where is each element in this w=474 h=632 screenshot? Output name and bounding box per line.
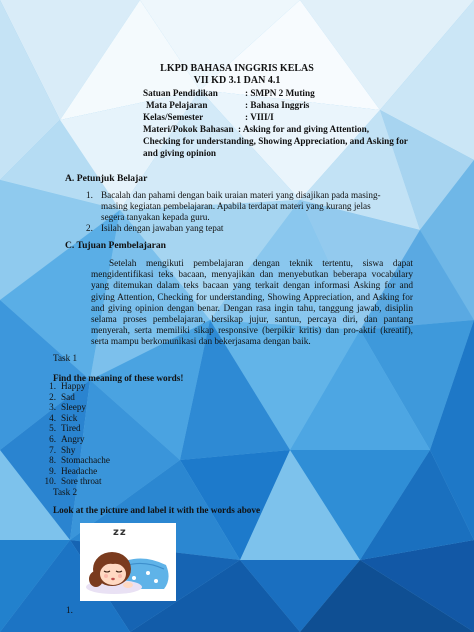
info-value-class: : VIII/I bbox=[245, 112, 274, 122]
sleepy-girl-picture bbox=[80, 523, 176, 601]
instruction-2-line-1: Isilah dengan jawaban yang tepat bbox=[101, 223, 224, 233]
instruction-1-line-3: segera tanyakan kepada guru. bbox=[101, 212, 210, 222]
info-label-class: Kelas/Semester bbox=[143, 112, 204, 122]
info-label-school: Satuan Pendidikan bbox=[143, 88, 218, 98]
instruction-1-line-2: masing kegiatan pembelajaran. Apabila terdapat materi yang kurang jelas bbox=[101, 201, 371, 211]
section-c-heading: C. Tujuan Pembelajaran bbox=[65, 240, 167, 251]
task1-instruction: Find the meaning of these words! bbox=[53, 373, 184, 383]
info-value-school: : SMPN 2 Muting bbox=[245, 88, 315, 98]
task1-label: Task 1 bbox=[53, 353, 78, 363]
vocabulary-list: 1. Happy 2. Sad 3. Sleepy 4. Sick 5. Tired 6. Angry 7. Shy 8. Stomachache 9. Headache 10. Sore throat bbox=[44, 381, 110, 487]
task2-answer-number: 1. bbox=[66, 605, 73, 615]
document-subtitle: VII KD 3.1 DAN 4.1 bbox=[193, 75, 281, 86]
task2-label: Task 2 bbox=[53, 487, 78, 497]
info-value-topic: : Asking for and giving Attention, bbox=[238, 124, 370, 134]
section-a-heading: A. Petunjuk Belajar bbox=[65, 173, 148, 184]
learning-objectives-paragraph: Setelah mengikuti pembelajaran dengan teknik tertentu, siswa dapat mengidentifikasi teks bacaan, menyajikan dan menyebutkan beberapa vocabulary yang ditemukan dalam teks bacaan yang terkait dengan informasi Asking for and giving Attention, Checking for understanding, Showing Appreciation, and Asking for and giving opinion dengan benar. Dengan rasa ingin tahu, tanggung jawab, disiplin selama proses pembelajaran, bersikap jujur, santun, percaya diri, dan pantang menyerah, serta memiliki sikap responsive (berpikir kritis) dan pro-aktif (kreatif), serta mampu berkomunikasi dan bekerjasama dengan baik. bbox=[91, 259, 413, 348]
info-value-subject: : Bahasa Inggris bbox=[245, 100, 310, 110]
sleepy-girl-illustration bbox=[80, 523, 176, 601]
info-label-topic: Materi/Pokok Bahasan bbox=[143, 124, 234, 134]
info-topic-continued: Checking for understanding, Showing Appreciation, and Asking for bbox=[143, 136, 408, 146]
task2-instruction: Look at the picture and label it with the words above bbox=[53, 505, 261, 515]
info-topic-continued-2: and giving opinion bbox=[143, 148, 217, 158]
instruction-number-2: 2. bbox=[86, 223, 93, 233]
snore-text: zz bbox=[113, 527, 127, 538]
info-label-subject: Mata Pelajaran bbox=[146, 100, 208, 110]
instruction-number-1: 1. bbox=[86, 190, 93, 200]
document-title: LKPD BAHASA INGGRIS KELAS bbox=[160, 63, 314, 74]
instruction-1-line-1: Bacalah dan pahami dengan baik uraian materi yang disajikan pada masing- bbox=[101, 190, 381, 200]
